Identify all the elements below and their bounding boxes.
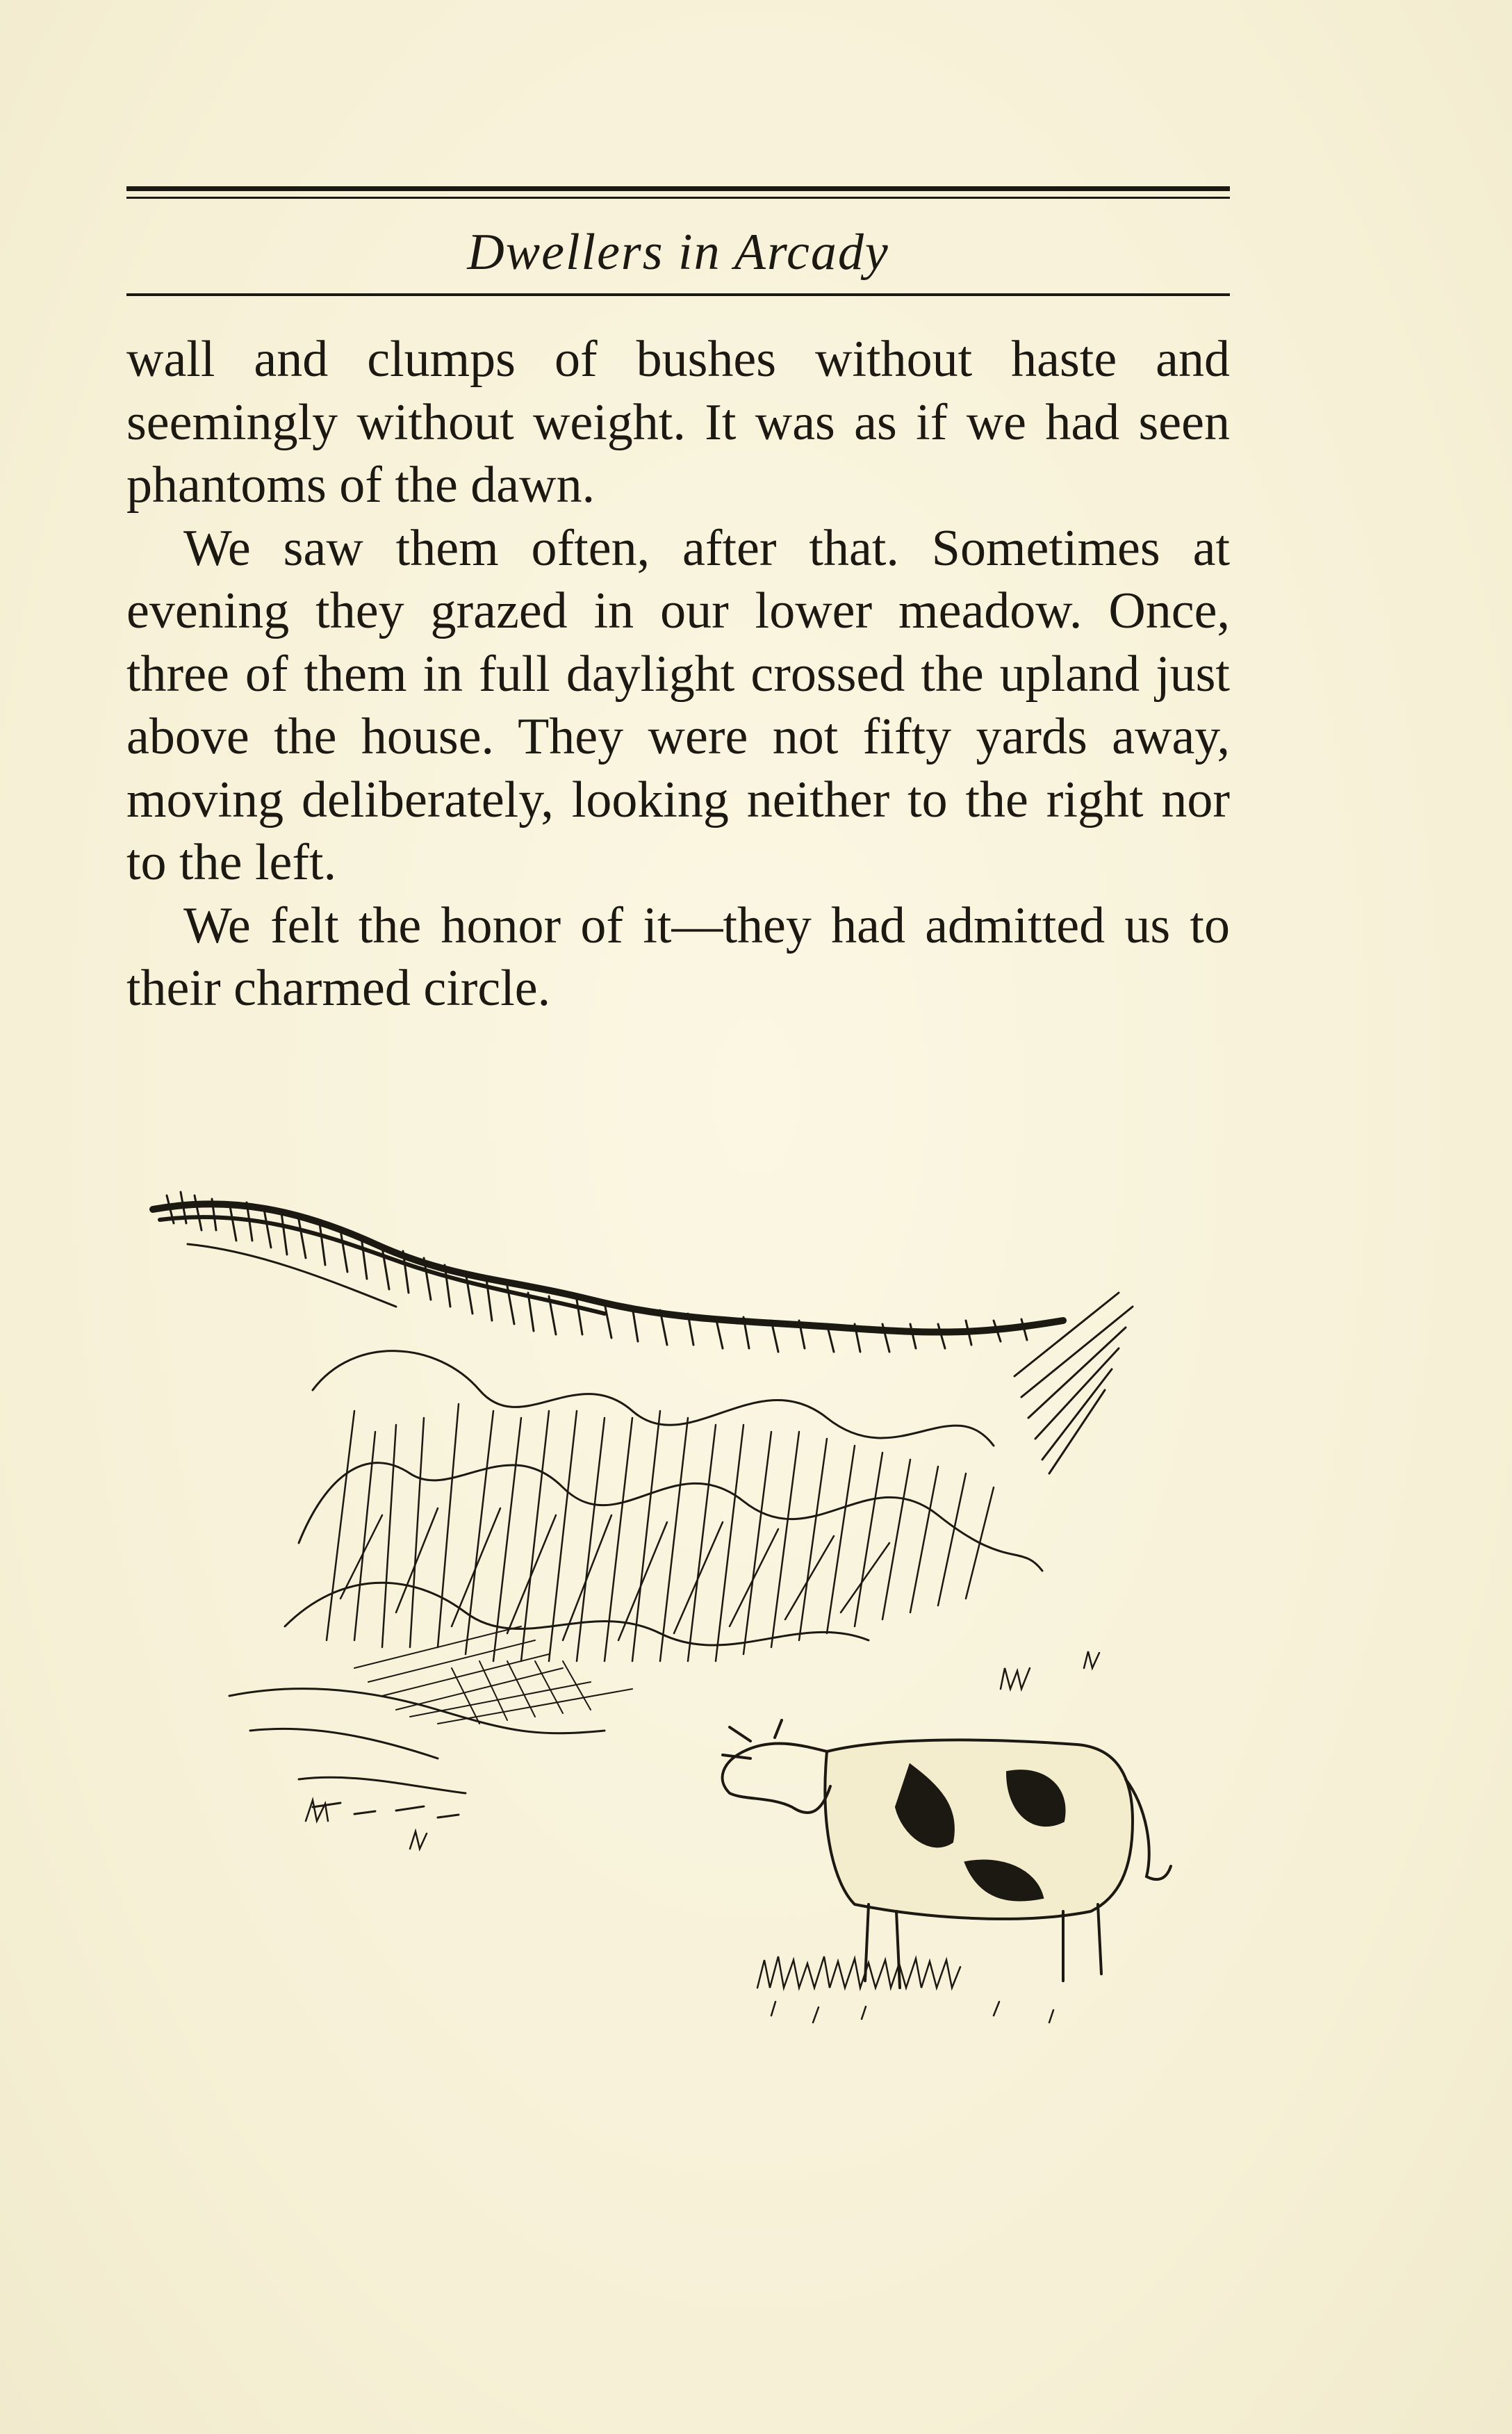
paragraph-3: We felt the honor of it—they had admitted us to their charmed circle. (126, 897, 1230, 1017)
running-title: Dwellers in Arcady (467, 224, 889, 281)
illustration-drawing (146, 1182, 1230, 2029)
paragraph-2: We saw them often, after that. Sometimes at evening they grazed in our lower meadow. Once, three of them in full daylight crossed the upland just above the house. They were not fifty yards away, moving deliberately, looking neither to the right nor to the left. (126, 519, 1230, 891)
paragraph-1: wall and clumps of bushes without haste and seemingly without weight. It was as if we had seen phantoms of the dawn. (126, 331, 1230, 514)
body-text (126, 328, 1230, 1020)
cow-landscape-illustration (146, 1182, 1230, 2029)
header-rule-thick (126, 186, 1230, 191)
header-rule-bottom (126, 293, 1230, 296)
header-rule-thin (126, 197, 1230, 199)
